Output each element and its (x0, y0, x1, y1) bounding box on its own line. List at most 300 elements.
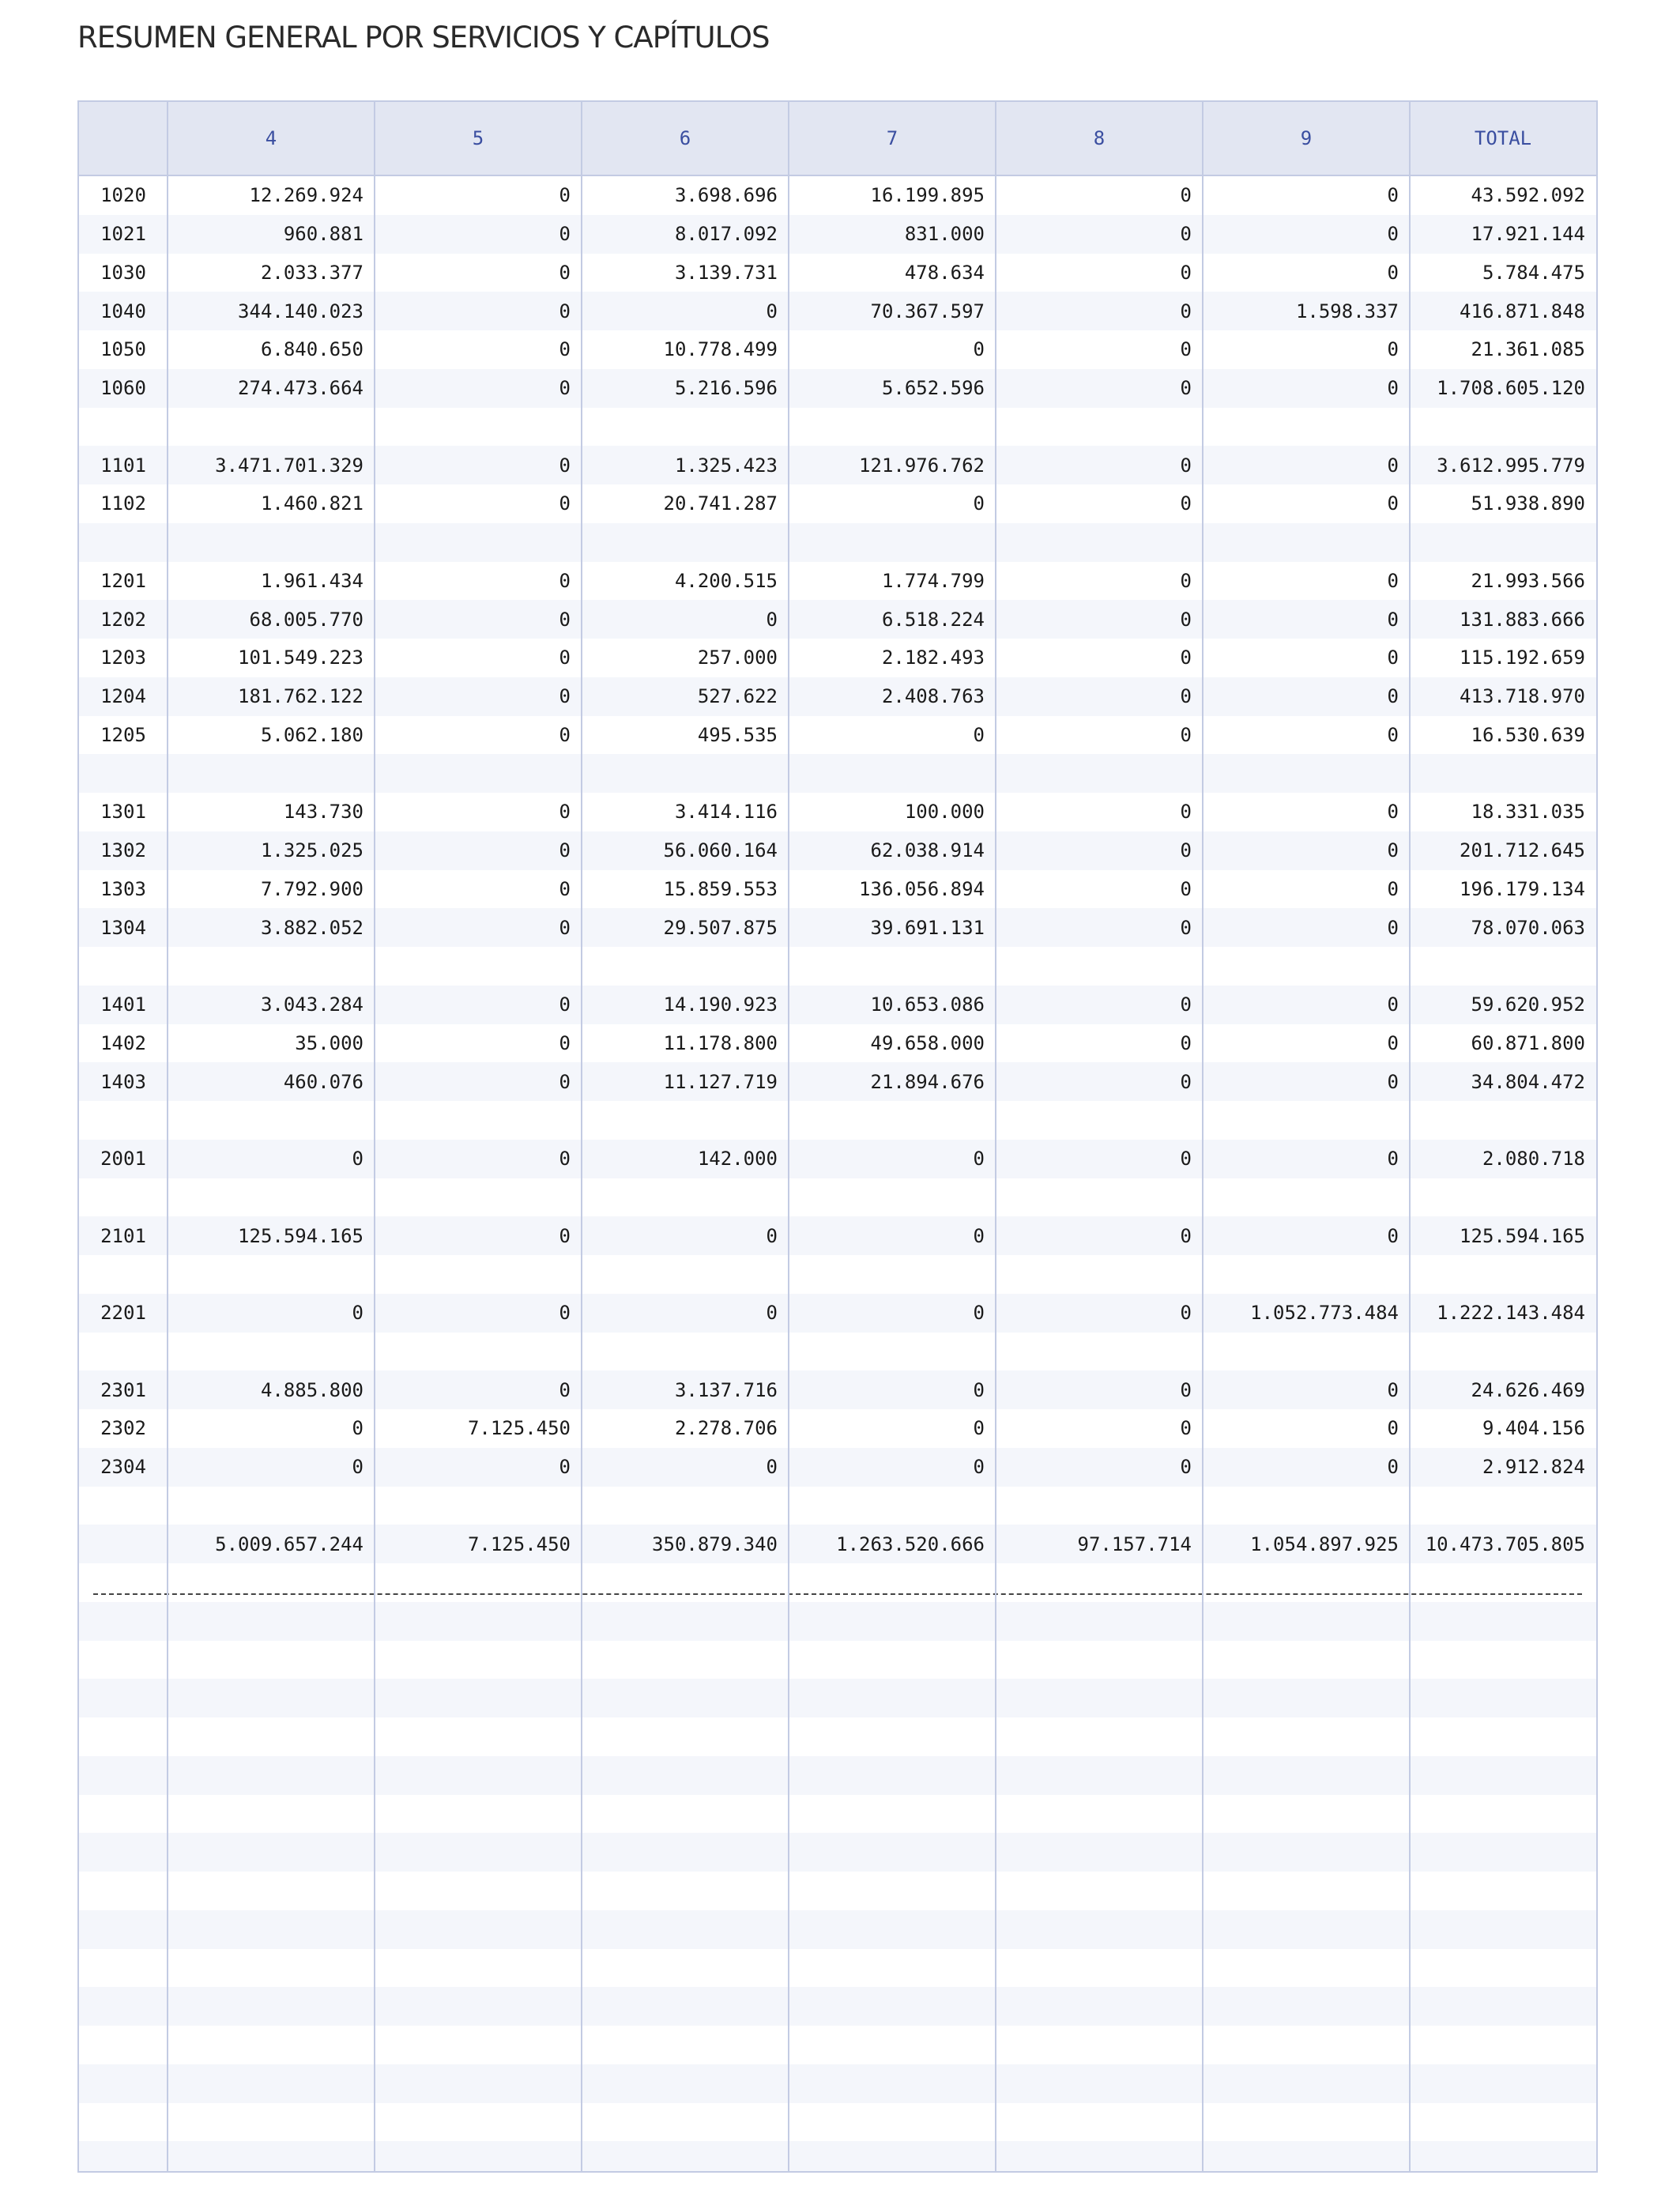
table-cell: 21.894.676 (870, 1070, 985, 1093)
table-cell (1410, 1333, 1596, 1371)
table-cell: 5.009.657.244 (215, 1532, 363, 1555)
table-cell (168, 1101, 375, 1140)
table-cell: 274.473.664 (238, 377, 363, 400)
table-cell: 56.060.164 (663, 839, 778, 862)
table-cell: 125.594.165 (1460, 1224, 1585, 1247)
table-row (79, 677, 1596, 716)
table-row (79, 215, 1596, 254)
table-row (79, 292, 1596, 330)
table-cell: 29.507.875 (663, 916, 778, 939)
table-cell (789, 754, 996, 793)
table-cell: 0 (1180, 184, 1192, 207)
column-header: TOTAL (1474, 127, 1532, 149)
table-cell: 0 (559, 569, 571, 592)
table-cell: 0 (1387, 261, 1399, 284)
table-row (79, 523, 1596, 562)
table-cell: 0 (766, 608, 778, 631)
table-row (79, 1795, 1596, 1834)
table-cell: 7.125.450 (467, 1532, 571, 1555)
table-row (79, 446, 1596, 484)
column-header: 5 (472, 127, 484, 149)
table-cell: 34.804.472 (1471, 1070, 1585, 1093)
table-cell: 0 (1180, 377, 1192, 400)
table-row (79, 369, 1596, 408)
table-cell: 0 (1180, 1302, 1192, 1325)
table-cell: 413.718.970 (1460, 685, 1585, 708)
table-cell (996, 523, 1203, 562)
table-cell: 70.367.597 (870, 300, 985, 322)
table-cell: 9.404.156 (1482, 1417, 1585, 1440)
table-cell: 0 (559, 1070, 571, 1093)
service-code: 1302 (100, 839, 146, 862)
table-cell (1410, 1255, 1596, 1294)
column-divider (788, 102, 789, 2171)
table-cell: 0 (973, 1148, 985, 1171)
table-cell: 3.137.716 (674, 1378, 778, 1401)
table-row (79, 600, 1596, 639)
table-cell: 1.263.520.666 (836, 1532, 985, 1555)
table-cell (789, 1255, 996, 1294)
table-cell (1203, 1255, 1410, 1294)
table-cell: 1.961.434 (260, 569, 363, 592)
table-cell: 2.033.377 (260, 261, 363, 284)
table-cell (1410, 1178, 1596, 1217)
table-cell: 2.182.493 (881, 647, 985, 669)
service-code: 2304 (100, 1456, 146, 1479)
table-cell: 11.178.800 (663, 1031, 778, 1054)
table-cell: 196.179.134 (1460, 877, 1585, 900)
table-cell (789, 1487, 996, 1525)
table-cell: 350.879.340 (652, 1532, 778, 1555)
table-cell: 2.408.763 (881, 685, 985, 708)
table-cell: 478.634 (904, 261, 985, 284)
column-divider (581, 102, 582, 2171)
service-code (79, 754, 168, 793)
table-cell (1410, 1487, 1596, 1525)
column-header (79, 102, 168, 175)
column-divider (167, 102, 168, 2171)
table-cell: 0 (559, 184, 571, 207)
table-cell: 0 (1387, 1148, 1399, 1171)
table-cell (996, 1333, 1203, 1371)
table-cell: 10.778.499 (663, 338, 778, 361)
table-cell: 0 (559, 300, 571, 322)
table-row (79, 2141, 1596, 2173)
table-cell: 0 (1387, 685, 1399, 708)
service-code (79, 1178, 168, 1217)
table-cell: 3.698.696 (674, 184, 778, 207)
service-code: 1303 (100, 877, 146, 900)
table-row (79, 1333, 1596, 1371)
table-row (79, 1717, 1596, 1756)
column-divider (374, 102, 375, 2171)
service-code: 1020 (100, 184, 146, 207)
service-code (79, 1525, 168, 1563)
table-cell: 11.127.719 (663, 1070, 778, 1093)
table-cell: 12.269.924 (249, 184, 363, 207)
table-body (79, 176, 1596, 2171)
service-code: 1101 (100, 454, 146, 477)
table-cell: 0 (1180, 801, 1192, 824)
table-cell: 201.712.645 (1460, 839, 1585, 862)
table-cell: 0 (352, 1302, 363, 1325)
table-cell: 10.473.705.805 (1425, 1532, 1585, 1555)
service-code: 1040 (100, 300, 146, 322)
table-cell: 0 (973, 1456, 985, 1479)
table-cell: 0 (766, 1302, 778, 1325)
table-cell: 416.871.848 (1460, 300, 1585, 322)
table-cell: 10.653.086 (870, 993, 985, 1016)
table-cell (582, 1178, 789, 1217)
table-cell (789, 947, 996, 986)
table-row (79, 1448, 1596, 1487)
table-row (79, 408, 1596, 447)
table-cell (375, 1333, 582, 1371)
table-cell (1203, 1101, 1410, 1140)
table-cell: 0 (1387, 1456, 1399, 1479)
table-cell: 0 (559, 223, 571, 246)
table-cell: 0 (1180, 1456, 1192, 1479)
table-row (79, 1101, 1596, 1140)
table-cell: 0 (1180, 261, 1192, 284)
table-cell: 49.658.000 (870, 1031, 985, 1054)
table-cell: 0 (1180, 916, 1192, 939)
table-cell: 1.325.423 (674, 454, 778, 477)
column-header: 7 (886, 127, 898, 149)
table-cell: 0 (1180, 1148, 1192, 1171)
table-cell: 0 (973, 1378, 985, 1401)
column-divider (995, 102, 996, 2171)
totals-separator (93, 1593, 1582, 1595)
table-cell: 0 (1387, 377, 1399, 400)
table-cell (375, 947, 582, 986)
table-cell: 0 (766, 1224, 778, 1247)
table-cell: 2.080.718 (1482, 1148, 1585, 1171)
table-cell: 0 (352, 1456, 363, 1479)
service-code (79, 1101, 168, 1140)
table-cell: 0 (1387, 916, 1399, 939)
column-header: 9 (1300, 127, 1313, 149)
table-cell: 35.000 (295, 1031, 363, 1054)
table-cell: 0 (559, 1148, 571, 1171)
table-cell: 0 (1180, 338, 1192, 361)
table-cell (582, 947, 789, 986)
table-row (79, 1833, 1596, 1872)
table-row (79, 1178, 1596, 1217)
table-cell: 143.730 (283, 801, 363, 824)
table-row (79, 716, 1596, 755)
table-cell: 14.190.923 (663, 993, 778, 1016)
table-cell: 0 (1387, 184, 1399, 207)
table-cell: 15.859.553 (663, 877, 778, 900)
table-cell: 7.792.900 (260, 877, 363, 900)
table-cell: 1.052.773.484 (1250, 1302, 1399, 1325)
table-cell: 21.361.085 (1471, 338, 1585, 361)
table-cell: 5.784.475 (1482, 261, 1585, 284)
table-row (79, 1062, 1596, 1101)
service-code: 1205 (100, 723, 146, 746)
table-cell: 131.883.666 (1460, 608, 1585, 631)
table-cell (582, 754, 789, 793)
table-cell: 0 (973, 723, 985, 746)
table-cell: 0 (559, 993, 571, 1016)
table-cell (582, 1487, 789, 1525)
service-code: 1402 (100, 1031, 146, 1054)
service-code (79, 408, 168, 447)
table-cell: 0 (1180, 1070, 1192, 1093)
table-row (79, 947, 1596, 986)
table-cell: 101.549.223 (238, 647, 363, 669)
table-cell (582, 523, 789, 562)
table-cell (168, 1333, 375, 1371)
service-code: 2001 (100, 1148, 146, 1171)
table-cell: 1.598.337 (1295, 300, 1399, 322)
table-cell: 0 (766, 300, 778, 322)
table-cell: 0 (1387, 801, 1399, 824)
table-cell: 4.885.800 (260, 1378, 363, 1401)
column-header: 6 (679, 127, 691, 149)
table-cell: 21.993.566 (1471, 569, 1585, 592)
table-cell: 125.594.165 (238, 1224, 363, 1247)
table-cell: 4.200.515 (674, 569, 778, 592)
table-cell: 0 (973, 338, 985, 361)
table-cell (375, 1178, 582, 1217)
table-row (79, 986, 1596, 1024)
table-row (79, 793, 1596, 831)
table-row (79, 1370, 1596, 1409)
table-cell: 0 (1387, 223, 1399, 246)
table-cell: 20.741.287 (663, 492, 778, 515)
table-row (79, 1987, 1596, 2026)
table-cell: 257.000 (697, 647, 778, 669)
table-cell (582, 408, 789, 447)
table-row (79, 1602, 1596, 1641)
service-code: 1030 (100, 261, 146, 284)
table-cell: 0 (1180, 839, 1192, 862)
table-cell: 0 (559, 877, 571, 900)
table-cell: 43.592.092 (1471, 184, 1585, 207)
table-cell: 0 (1180, 492, 1192, 515)
table-cell: 460.076 (283, 1070, 363, 1093)
table-cell: 0 (1387, 338, 1399, 361)
table-cell (1203, 408, 1410, 447)
table-cell: 3.612.995.779 (1437, 454, 1585, 477)
table-cell: 7.125.450 (467, 1417, 571, 1440)
service-code: 1201 (100, 569, 146, 592)
table-cell: 0 (1387, 569, 1399, 592)
table-cell: 0 (559, 1302, 571, 1325)
table-cell (789, 1178, 996, 1217)
table-cell (789, 408, 996, 447)
table-cell (375, 523, 582, 562)
table-row (79, 2103, 1596, 2142)
table-cell (168, 947, 375, 986)
table-row (79, 870, 1596, 909)
table-cell: 0 (559, 723, 571, 746)
table-cell (1203, 947, 1410, 986)
table-cell: 0 (1180, 877, 1192, 900)
table-cell (789, 523, 996, 562)
table-row (79, 908, 1596, 947)
table-cell: 1.325.025 (260, 839, 363, 862)
service-code: 1304 (100, 916, 146, 939)
table-cell: 0 (1180, 993, 1192, 1016)
table-row (79, 1255, 1596, 1294)
table-cell: 0 (1387, 1070, 1399, 1093)
table-header (79, 102, 1596, 176)
table-cell: 0 (1387, 839, 1399, 862)
service-code (79, 1255, 168, 1294)
table-cell (1203, 754, 1410, 793)
service-code: 1060 (100, 377, 146, 400)
column-header: 8 (1093, 127, 1106, 149)
service-code: 1021 (100, 223, 146, 246)
service-code: 1203 (100, 647, 146, 669)
table-cell: 0 (559, 685, 571, 708)
table-cell (996, 947, 1203, 986)
table-cell: 1.222.143.484 (1437, 1302, 1585, 1325)
table-row (79, 1487, 1596, 1525)
service-code: 2301 (100, 1378, 146, 1401)
table-cell (1203, 1178, 1410, 1217)
table-cell (168, 1255, 375, 1294)
table-cell (789, 1333, 996, 1371)
table-cell: 0 (1387, 647, 1399, 669)
table-cell (996, 1487, 1203, 1525)
table-cell: 0 (559, 492, 571, 515)
table-cell: 0 (1387, 1378, 1399, 1401)
table-cell: 2.278.706 (674, 1417, 778, 1440)
table-cell: 0 (559, 916, 571, 939)
table-cell: 3.882.052 (260, 916, 363, 939)
table-row (79, 2064, 1596, 2103)
table-cell: 0 (559, 1378, 571, 1401)
table-row (79, 254, 1596, 292)
table-cell (1410, 408, 1596, 447)
service-code: 1204 (100, 685, 146, 708)
table-cell (1410, 754, 1596, 793)
service-code: 2302 (100, 1417, 146, 1440)
table-cell: 0 (559, 261, 571, 284)
table-cell: 0 (559, 801, 571, 824)
table-row (79, 1216, 1596, 1255)
table-cell (1203, 523, 1410, 562)
table-cell: 0 (1180, 608, 1192, 631)
table-row (79, 1294, 1596, 1333)
table-row (79, 639, 1596, 677)
table-cell: 0 (1180, 454, 1192, 477)
column-divider (1409, 102, 1411, 2171)
table-cell: 3.414.116 (674, 801, 778, 824)
table-cell: 0 (1180, 723, 1192, 746)
table-cell (168, 523, 375, 562)
table-row (79, 2026, 1596, 2064)
table-cell (996, 1101, 1203, 1140)
table-cell: 831.000 (904, 223, 985, 246)
service-code: 2201 (100, 1302, 146, 1325)
table-cell (582, 1101, 789, 1140)
table-cell: 97.157.714 (1077, 1532, 1192, 1555)
table-cell: 0 (1180, 647, 1192, 669)
table-row (79, 1949, 1596, 1988)
table-cell: 0 (1387, 454, 1399, 477)
table-cell: 0 (766, 1456, 778, 1479)
column-header: 4 (265, 127, 277, 149)
table-cell: 3.043.284 (260, 993, 363, 1016)
table-cell: 0 (559, 1224, 571, 1247)
table-cell: 0 (1180, 569, 1192, 592)
table-cell: 0 (559, 1031, 571, 1054)
table-cell: 6.840.650 (260, 338, 363, 361)
table-cell: 0 (1387, 1224, 1399, 1247)
table-cell (996, 754, 1203, 793)
table-cell: 115.192.659 (1460, 647, 1585, 669)
table-row (79, 176, 1596, 215)
table-cell: 0 (1180, 1224, 1192, 1247)
table-cell: 0 (559, 338, 571, 361)
table-row (79, 562, 1596, 601)
table-cell: 0 (973, 492, 985, 515)
table-cell: 6.518.224 (881, 608, 985, 631)
table-cell: 121.976.762 (859, 454, 985, 477)
table-cell: 16.199.895 (870, 184, 985, 207)
service-code (79, 1333, 168, 1371)
table-cell: 5.652.596 (881, 377, 985, 400)
table-row (79, 1140, 1596, 1178)
service-code: 1403 (100, 1070, 146, 1093)
service-code: 1202 (100, 608, 146, 631)
table-cell: 0 (973, 1302, 985, 1325)
table-cell (996, 408, 1203, 447)
table-cell: 0 (1387, 723, 1399, 746)
table-cell: 0 (559, 1456, 571, 1479)
table-cell: 0 (559, 608, 571, 631)
summary-table (77, 100, 1598, 2173)
table-cell: 0 (559, 454, 571, 477)
table-cell: 0 (973, 1224, 985, 1247)
table-cell: 3.139.731 (674, 261, 778, 284)
table-cell: 59.620.952 (1471, 993, 1585, 1016)
table-cell: 60.871.800 (1471, 1031, 1585, 1054)
table-cell: 0 (1180, 223, 1192, 246)
table-cell (375, 408, 582, 447)
table-cell: 18.331.035 (1471, 801, 1585, 824)
table-cell (1410, 523, 1596, 562)
table-cell (996, 1255, 1203, 1294)
table-cell (375, 1487, 582, 1525)
table-cell: 0 (973, 1417, 985, 1440)
table-row (79, 330, 1596, 369)
table-cell: 0 (1180, 1378, 1192, 1401)
table-cell (789, 1101, 996, 1140)
table-cell: 0 (352, 1417, 363, 1440)
service-code (79, 523, 168, 562)
table-cell: 0 (559, 839, 571, 862)
table-cell: 68.005.770 (249, 608, 363, 631)
table-cell: 0 (1180, 1031, 1192, 1054)
table-cell: 5.062.180 (260, 723, 363, 746)
table-row (79, 484, 1596, 523)
table-row (79, 1641, 1596, 1679)
table-row (79, 831, 1596, 870)
table-cell (1203, 1487, 1410, 1525)
service-code: 1401 (100, 993, 146, 1016)
table-cell: 0 (1387, 492, 1399, 515)
table-cell (582, 1333, 789, 1371)
table-row (79, 1409, 1596, 1448)
table-cell (375, 754, 582, 793)
table-cell: 24.626.469 (1471, 1378, 1585, 1401)
